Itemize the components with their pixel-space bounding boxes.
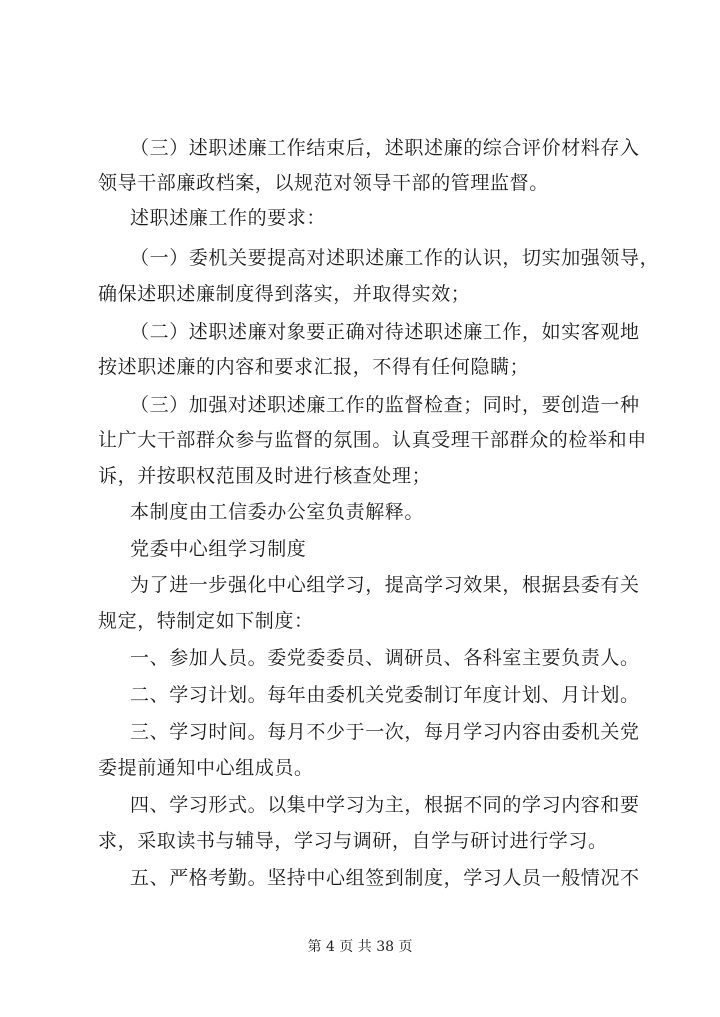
text-line: 让广大干部群众参与监督的氛围。认真受理干部群众的检举和申 xyxy=(98,429,647,451)
text-line: 五、严格考勤。坚持中心组签到制度，学习人员一般情况不 xyxy=(130,867,640,889)
text-line: 确保述职述廉制度得到落实，并取得实效； xyxy=(98,283,471,305)
page-number-footer: 第 4 页 共 38 页 xyxy=(307,939,413,955)
text-line: 二、学习计划。每年由委机关党委制订年度计划、月计划。 xyxy=(130,684,640,706)
text-line: 四、学习形式。以集中学习为主，根据不同的学习内容和要 xyxy=(130,794,640,816)
text-line: 领导干部廉政档案，以规范对领导干部的管理监督。 xyxy=(98,172,549,194)
text-line: （三）加强对述职述廉工作的监督检查；同时，要创造一种 xyxy=(130,394,640,416)
text-line: 述职述廉工作的要求： xyxy=(130,207,327,229)
text-line: 诉，并按职权范围及时进行核查处理； xyxy=(98,465,432,487)
text-line: （一）委机关要提高对述职述廉工作的认识，切实加强领导， xyxy=(130,247,660,269)
text-line: 求，采取读书与辅导，学习与调研，自学与研讨进行学习。 xyxy=(98,830,608,852)
text-line: 规定，特制定如下制度： xyxy=(98,610,314,632)
section-heading: 党委中心组学习制度 xyxy=(130,538,307,560)
text-line: 三、学习时间。每月不少于一次，每月学习内容由委机关党 xyxy=(130,721,640,743)
text-line: （三）述职述廉工作结束后，述职述廉的综合评价材料存入 xyxy=(130,137,640,159)
text-line: 为了进一步强化中心组学习，提高学习效果，根据县委有关 xyxy=(130,574,640,596)
text-line: 委提前通知中心组成员。 xyxy=(98,757,314,779)
text-line: （二）述职述廉对象要正确对待述职述廉工作，如实客观地 xyxy=(130,321,640,343)
text-line: 按述职述廉的内容和要求汇报，不得有任何隐瞒； xyxy=(98,356,530,378)
text-line: 一、参加人员。委党委委员、调研员、各科室主要负责人。 xyxy=(130,647,640,669)
text-line: 本制度由工信委办公室负责解释。 xyxy=(130,501,425,523)
